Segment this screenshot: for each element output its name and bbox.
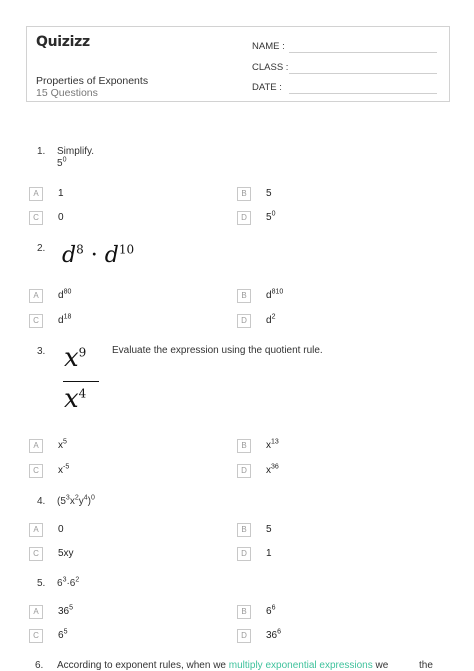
date-line — [289, 93, 437, 94]
option-letter-a[interactable]: A — [29, 439, 43, 453]
question-number: 3. — [37, 346, 46, 357]
question-expression: $6^3\cdot 6^2$ — [57, 576, 80, 589]
question-number: 4. — [37, 496, 46, 507]
option-d[interactable]: $x^{36}$ — [266, 463, 279, 476]
question-number: 1. — [37, 146, 46, 157]
option-letter-a[interactable]: A — [29, 187, 43, 201]
option-a[interactable]: $x^5$ — [58, 438, 67, 451]
option-b[interactable]: $d^{810}$ — [266, 288, 284, 301]
worksheet-subtitle: 15 Questions — [36, 87, 98, 99]
option-a[interactable]: $36^5$ — [58, 604, 74, 617]
option-letter-d[interactable]: D — [237, 629, 251, 643]
option-c[interactable]: $6^5$ — [58, 628, 68, 641]
fraction-denominator: $x^4$ — [64, 384, 87, 414]
option-d[interactable]: 1 — [266, 548, 272, 559]
option-b[interactable]: 5 — [266, 188, 272, 199]
worksheet-title: Properties of Exponents — [36, 75, 149, 87]
option-d[interactable]: $d^2$ — [266, 313, 276, 326]
option-c[interactable]: 5xy — [58, 548, 74, 559]
class-field[interactable] — [252, 62, 288, 73]
question-prompt: Simplify. — [57, 146, 95, 157]
question-number: 5. — [37, 578, 46, 589]
date-label: DATE : — [252, 82, 282, 93]
option-b[interactable]: 5 — [266, 524, 272, 535]
option-b[interactable]: $6^6$ — [266, 604, 276, 617]
name-field[interactable] — [252, 41, 285, 52]
option-letter-c[interactable]: C — [29, 314, 43, 328]
option-c[interactable]: 0 — [58, 212, 64, 223]
option-letter-d[interactable]: D — [237, 314, 251, 328]
name-line — [289, 52, 437, 53]
option-letter-c[interactable]: C — [29, 211, 43, 225]
question-prompt: Evaluate the expression using the quotient rule. — [112, 345, 323, 356]
quizizz-logo: Quizizz — [36, 34, 90, 50]
question-number: 2. — [37, 243, 46, 254]
option-letter-b[interactable]: B — [237, 289, 251, 303]
option-letter-d[interactable]: D — [237, 464, 251, 478]
option-c[interactable]: $d^{18}$ — [58, 313, 72, 326]
highlighted-phrase: multiply exponential expressions — [228, 660, 373, 671]
option-c[interactable]: $x^{-5}$ — [58, 463, 70, 476]
option-letter-a[interactable]: A — [29, 289, 43, 303]
option-a[interactable]: $d^{80}$ — [58, 288, 72, 301]
option-letter-d[interactable]: D — [237, 547, 251, 561]
date-field[interactable] — [252, 82, 282, 93]
option-letter-b[interactable]: B — [237, 187, 251, 201]
option-letter-c[interactable]: C — [29, 464, 43, 478]
question-number: 6. — [35, 660, 44, 671]
option-letter-c[interactable]: C — [29, 629, 43, 643]
name-label: NAME : — [252, 41, 285, 52]
option-letter-b[interactable]: B — [237, 439, 251, 453]
fraction-bar — [63, 381, 99, 382]
option-letter-a[interactable]: A — [29, 605, 43, 619]
option-letter-c[interactable]: C — [29, 547, 43, 561]
option-a[interactable]: 1 — [58, 188, 64, 199]
option-b[interactable]: $x^{13}$ — [266, 438, 279, 451]
option-letter-d[interactable]: D — [237, 211, 251, 225]
option-letter-b[interactable]: B — [237, 523, 251, 537]
option-letter-b[interactable]: B — [237, 605, 251, 619]
option-a[interactable]: 0 — [58, 524, 64, 535]
option-d[interactable]: $5^0$ — [266, 210, 276, 223]
question-expression: $d^8 \cdot d^{10}$ — [62, 242, 135, 268]
question-prompt-tail: the — [419, 660, 433, 671]
worksheet-header — [26, 26, 450, 102]
class-label: CLASS : — [252, 62, 289, 73]
question-expression: $(5^3x^2y^4)^0$ — [57, 494, 95, 507]
fraction-numerator: $x^9$ — [64, 343, 87, 373]
option-letter-a[interactable]: A — [29, 523, 43, 537]
question-expression: $5^0$ — [57, 156, 67, 169]
class-line — [289, 73, 437, 74]
question-prompt: According to exponent rules, when we multiply exponential expressions we — [57, 660, 389, 671]
option-d[interactable]: $36^6$ — [266, 628, 282, 641]
